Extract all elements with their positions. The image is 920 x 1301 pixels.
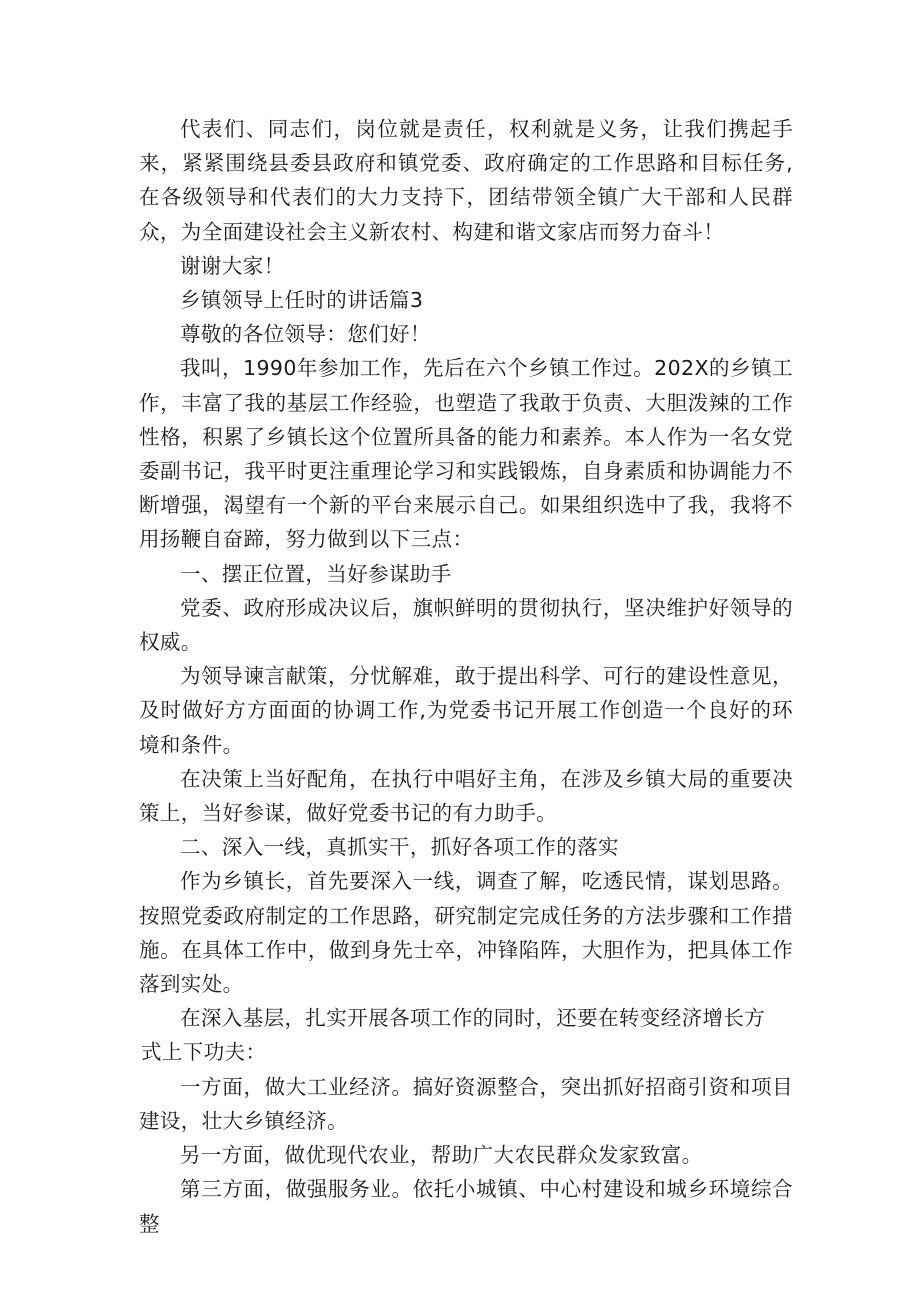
paragraph-self-intro: 我叫，1990年参加工作，先后在六个乡镇工作过。202X的乡镇工作，丰富了我的基层工作经验，也塑造了我敢于负责、大胆泼辣的工作性格，积累了乡镇长这个位置所具备的能力和素养。本人作为一名女党委副书记，我平时更注重理论学习和实践锻炼，自身素质和协调能力不断增强，渴望有一个新的平台来展示自己。如果组织选中了我，我将不用扬鞭自奋蹄，努力做到以下三点： <box>139 356 793 552</box>
paragraph-point-one-a: 党委、政府形成决议后，旗帜鲜明的贯彻执行，坚决维护好领导的权威。 <box>139 595 793 655</box>
heading-point-one: 一、摆正位置，当好参谋助手 <box>180 561 452 586</box>
paragraph-thanks: 谢谢大家！ <box>180 253 285 278</box>
heading-point-two: 二、深入一线，真抓实干，抓好各项工作的落实 <box>180 835 619 860</box>
paragraph-greeting: 尊敬的各位领导：您们好！ <box>180 322 431 347</box>
paragraph-industry: 一方面，做大工业经济。搞好资源整合，突出抓好招商引资和项目建设，壮大乡镇经济。 <box>139 1074 793 1133</box>
paragraph-services: 第三方面，做强服务业。依托小城镇、中心村建设和城乡环境综合整 <box>139 1177 793 1236</box>
document-body <box>139 112 793 1241</box>
paragraph-point-two-b-continued: 式上下功夫： <box>141 1040 267 1065</box>
paragraph-closing-call: 代表们、同志们，岗位就是责任，权利就是义务，让我们携起手来，紧紧围绕县委县政府和镇党委、政府确定的工作思路和目标任务,在各级领导和代表们的大力支持下，团结带领全镇广大干部和人民群众，为全面建设社会主义新农村、构建和谐文家店而努力奋斗！ <box>139 117 793 244</box>
paragraph-agriculture: 另一方面，做优现代农业，帮助广大农民群众发家致富。 <box>180 1143 703 1168</box>
paragraph-point-two-b: 在深入基层，扎实开展各项工作的同时，还要在转变经济增长方 <box>180 1006 766 1031</box>
paragraph-point-one-c: 在决策上当好配角，在执行中唱好主角，在涉及乡镇大局的重要决策上，当好参谋，做好党委书记的有力助手。 <box>139 766 793 826</box>
paragraph-point-two-a: 作为乡镇长，首先要深入一线，调查了解，吃透民情，谋划思路。按照党委政府制定的工作思路，研究制定完成任务的方法步骤和工作措施。在具体工作中，做到身先士卒，冲锋陷阵，大胆作为，把具体工作落到实处。 <box>139 869 793 997</box>
section-title-speech-3: 乡镇领导上任时的讲话篇3 <box>180 288 424 313</box>
paragraph-point-one-b: 为领导谏言献策，分忧解难，敢于提出科学、可行的建设性意见，及时做好方方面面的协调工作,为党委书记开展工作创造一个良好的环境和条件。 <box>139 664 793 757</box>
